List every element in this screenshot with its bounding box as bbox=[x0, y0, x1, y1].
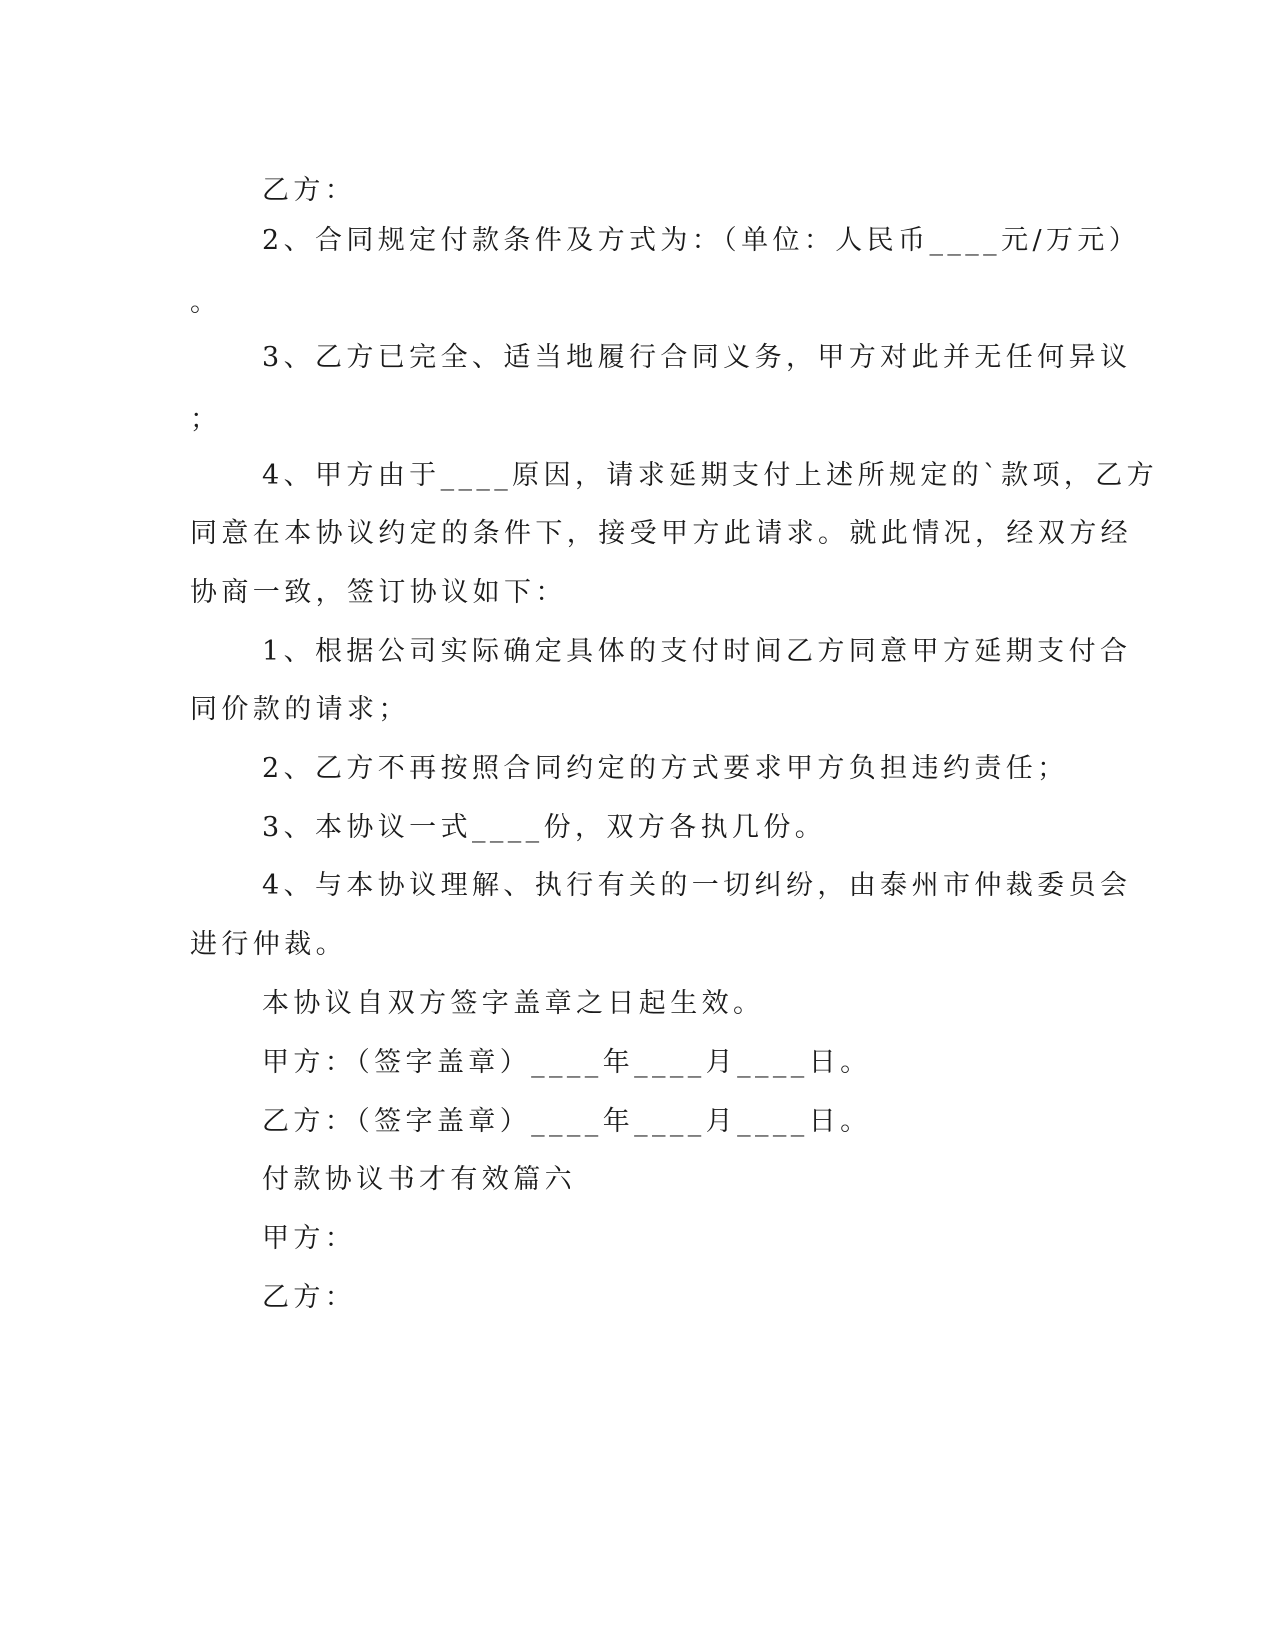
clause-3-obligations: 3、乙方已完全、适当地履行合同义务，甲方对此并无任何异议 bbox=[262, 342, 1132, 373]
party-b-label: 乙方： bbox=[262, 1282, 357, 1313]
party-a-label: 甲方： bbox=[262, 1223, 357, 1254]
effective-clause: 本协议自双方签字盖章之日起生效。 bbox=[262, 988, 765, 1019]
party-a-signature-line: 甲方：（签字盖章）____年____月____日。 bbox=[262, 1047, 872, 1078]
agreement-item-4-continuation: 进行仲裁。 bbox=[190, 929, 347, 960]
agreement-item-1: 1、根据公司实际确定具体的支付时间乙方同意甲方延期支付合 bbox=[262, 636, 1132, 667]
clause-4-continuation-1: 同意在本协议约定的条件下，接受甲方此请求。就此情况，经双方经 bbox=[190, 518, 1132, 549]
section-heading: 付款协议书才有效篇六 bbox=[262, 1164, 576, 1195]
clause-3-continuation: ； bbox=[190, 404, 222, 435]
agreement-item-4: 4、与本协议理解、执行有关的一切纠纷，由泰州市仲裁委员会 bbox=[262, 870, 1132, 901]
clause-2-payment-terms: 2、合同规定付款条件及方式为：（单位：人民币____元/万元） bbox=[262, 225, 1141, 256]
clause-4-continuation-2: 协商一致，签订协议如下： bbox=[190, 577, 567, 608]
agreement-item-1-continuation: 同价款的请求； bbox=[190, 694, 410, 725]
party-b-signature-line: 乙方：（签字盖章）____年____月____日。 bbox=[262, 1106, 872, 1137]
clause-2-continuation: 。 bbox=[190, 287, 222, 318]
agreement-item-3: 3、本协议一式____份，双方各执几份。 bbox=[262, 812, 827, 843]
clause-4-delay-request: 4、甲方由于____原因，请求延期支付上述所规定的`款项，乙方 bbox=[262, 460, 1159, 491]
party-b-line: 乙方： bbox=[262, 175, 357, 206]
agreement-item-2: 2、乙方不再按照合同约定的方式要求甲方负担违约责任； bbox=[262, 753, 1069, 784]
